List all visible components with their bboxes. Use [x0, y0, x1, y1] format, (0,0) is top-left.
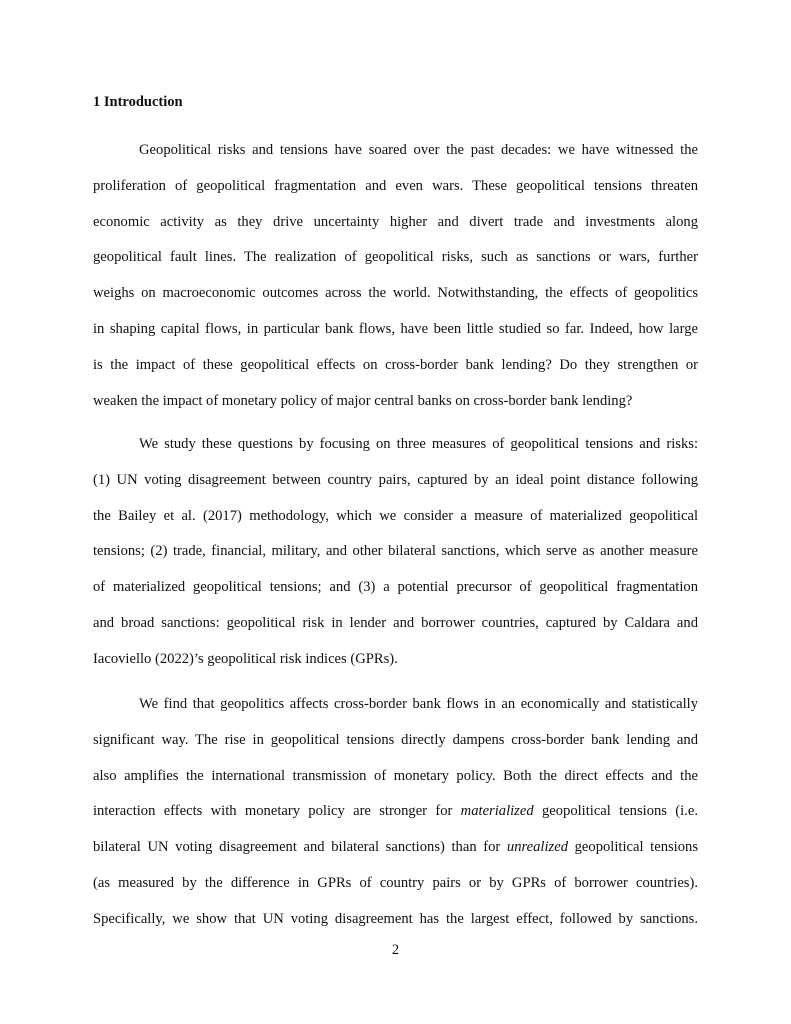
text-segment: geopolitical tensions	[568, 839, 699, 855]
text-line: Geopolitical risks and tensions have soared over the past decades: we have witnessed the	[139, 142, 698, 158]
text-line: (as measured by the difference in GPRs of country pairs or by GPRs of borrower countries).	[93, 875, 698, 891]
text-line: of materialized geopolitical tensions; and (3) a potential precursor of geopolitical fragmentation	[93, 579, 698, 595]
text-line: also amplifies the international transmission of monetary policy. Both the direct effects and the	[93, 768, 698, 784]
text-line-with-emphasis	[93, 837, 698, 857]
text-line: We find that geopolitics affects cross-border bank flows in an economically and statistically	[139, 696, 698, 712]
text-segment: bilateral UN voting disagreement and bilateral sanctions) than for	[93, 839, 507, 855]
text-line: is the impact of these geopolitical effects on cross-border bank lending? Do they strengthen or	[93, 357, 698, 373]
text-segment: interaction effects with monetary policy are stronger for	[93, 803, 461, 819]
text-line: and broad sanctions: geopolitical risk in lender and borrower countries, captured by Caldara and	[93, 615, 698, 631]
text-line: weaken the impact of monetary policy of major central banks on cross-border bank lending?	[93, 393, 633, 409]
page-number: 2	[391, 942, 400, 958]
emphasis-materialized: materialized	[460, 803, 534, 819]
text-line: weighs on macroeconomic outcomes across the world. Notwithstanding, the effects of geopolitics	[93, 285, 698, 301]
text-line: the Bailey et al. (2017) methodology, which we consider a measure of materialized geopolitical	[93, 508, 698, 524]
text-line: (1) UN voting disagreement between country pairs, captured by an ideal point distance following	[93, 472, 698, 488]
text-line: in shaping capital flows, in particular bank flows, have been little studied so far. Indeed, how large	[93, 321, 698, 337]
text-line: economic activity as they drive uncertainty higher and divert trade and investments along	[93, 214, 698, 230]
emphasis-unrealized: unrealized	[506, 839, 568, 855]
text-line: proliferation of geopolitical fragmentation and even wars. These geopolitical tensions threaten	[93, 178, 698, 194]
text-line: geopolitical fault lines. The realization of geopolitical risks, such as sanctions or wars, further	[93, 249, 698, 265]
text-line: tensions; (2) trade, financial, military, and other bilateral sanctions, which serve as another measure	[93, 543, 698, 559]
section-heading: 1 Introduction	[93, 94, 183, 110]
text-line-with-emphasis	[93, 801, 698, 821]
text-line: Iacoviello (2022)’s geopolitical risk indices (GPRs).	[93, 651, 398, 667]
text-line: Specifically, we show that UN voting disagreement has the largest effect, followed by sanctions.	[93, 911, 698, 927]
text-line: We study these questions by focusing on three measures of geopolitical tensions and risks:	[139, 436, 698, 452]
text-line: significant way. The rise in geopolitical tensions directly dampens cross-border bank lending and	[93, 732, 698, 748]
text-segment: geopolitical tensions (i.e.	[533, 803, 698, 819]
